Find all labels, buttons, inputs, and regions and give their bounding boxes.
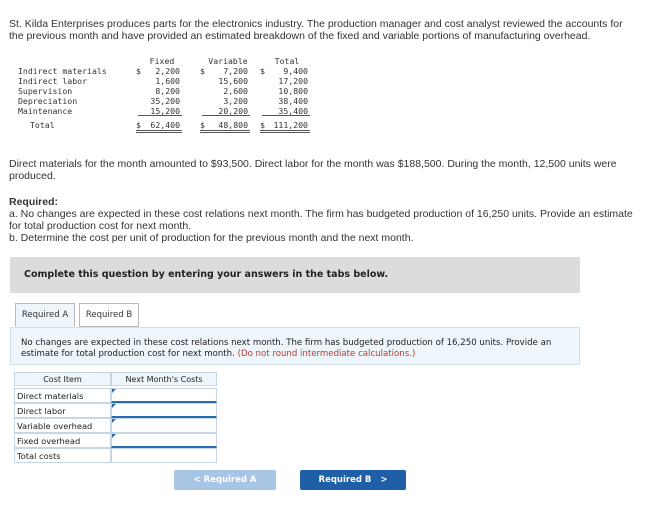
required-a-text: a. No changes are expected in these cost relations next month. The firm has budgeted production of 16,250 units. Provide an estimate for total production cost for next month. [9,208,633,232]
fixed-value: 1,600 [155,76,180,86]
dollar-sign: $ [136,66,141,76]
direct-costs-text: Direct materials for the month amounted to $93,500. Direct labor for the month was $188,500. During the month, 12,500 units were produced. [9,158,617,182]
total-value: 10,800 [278,86,308,96]
row-label-direct-materials: Direct materials [14,388,111,403]
fixed-value: 8,200 [155,86,180,96]
header-variable: Variable [208,56,248,66]
input-cell-direct-materials[interactable] [111,388,217,403]
input-cell-variable-overhead[interactable] [111,418,217,433]
panel-note: (Do not round intermediate calculations.) [237,349,416,359]
total-label: Total [30,120,55,130]
header-fixed: Fixed [149,56,175,66]
variable-value: 15,600 [218,76,248,86]
variable-value: 2,600 [223,86,248,96]
variable-value: 20,200 [218,106,248,116]
cell-marker-icon [112,434,116,438]
prev-required-a-button[interactable]: < Required A [174,470,276,490]
total-value: 9,400 [283,66,308,76]
instructions-banner: Complete this question by entering your answers in the tabs below. [10,257,580,293]
row-label: Indirect materials [18,66,107,76]
row-label-fixed-overhead: Fixed overhead [14,433,111,448]
row-label-total-costs: Total costs [14,448,111,463]
input-cell-total-costs[interactable] [111,448,217,463]
tab-required-a[interactable]: Required A [15,303,75,327]
header-total: Total [274,56,300,66]
fixed-value: 35,200 [150,96,180,106]
input-cell-fixed-overhead[interactable] [111,433,217,448]
next-button-label: Required B [318,475,372,485]
total-value: 35,400 [278,106,308,116]
underline [202,115,250,116]
next-required-b-button[interactable] [300,470,406,490]
double-underline [200,130,250,133]
cell-marker-icon [112,419,116,423]
question-panel [10,327,580,365]
double-underline [260,130,310,133]
dollar-sign: $ [200,66,205,76]
total-costs-input[interactable] [112,453,216,466]
cell-marker-icon [112,404,116,408]
total-value: 38,400 [278,96,308,106]
double-underline [136,130,182,133]
grand-total: 111,200 [273,120,308,130]
fixed-total: 62,400 [150,120,180,130]
col-header-cost-item: Cost Item [14,372,111,386]
row-label: Maintenance [18,106,73,116]
total-value: 17,200 [278,76,308,86]
row-label-variable-overhead: Variable overhead [14,418,111,433]
row-label-direct-labor: Direct labor [14,403,111,418]
input-cell-direct-labor[interactable] [111,403,217,418]
problem-intro: St. Kilda Enterprises produces parts for the electronics industry. The production manager and cost analyst reviewed the accounts for the previous month and have provided an estimated breakdown of the fixed and variable portions of manufacturing overhead. [9,18,623,42]
required-b-text: b. Determine the cost per unit of production for the previous month and the next month. [9,232,414,244]
variable-value: 3,200 [223,96,248,106]
panel-text: No changes are expected in these cost relations next month. The firm has budgeted production of 16,250 units. Provide an estimate for total production cost for next month. [21,338,552,359]
dollar-sign: $ [260,120,265,130]
dollar-sign: $ [260,66,265,76]
underline [138,115,182,116]
tab-required-b[interactable]: Required B [79,303,139,327]
required-title: Required: [9,196,59,208]
row-label: Supervision [18,86,73,96]
cell-marker-icon [112,389,116,393]
required-section [9,196,639,244]
fixed-value: 2,200 [155,66,180,76]
fixed-value: 15,200 [150,106,180,116]
chevron-right-icon: > [380,475,388,485]
dollar-sign: $ [136,120,141,130]
dollar-sign: $ [200,120,205,130]
underline [262,115,310,116]
variable-value: 7,200 [223,66,248,76]
row-label: Depreciation [18,96,78,106]
variable-total: 48,800 [218,120,248,130]
col-header-next-month: Next Month's Costs [111,372,217,386]
row-label: Indirect labor [18,76,88,86]
